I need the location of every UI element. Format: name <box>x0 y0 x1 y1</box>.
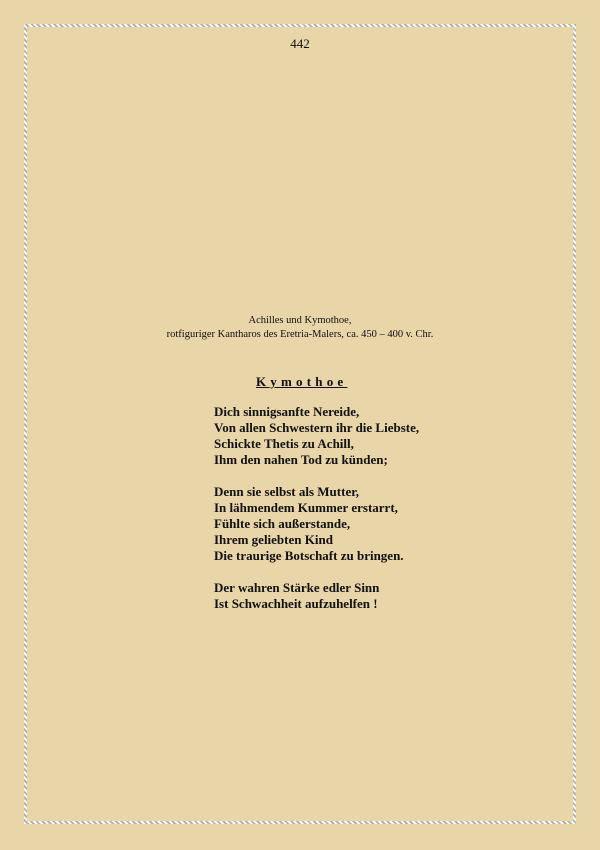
stanza-3 <box>214 580 419 612</box>
poem-line: Der wahren Stärke edler Sinn <box>214 580 380 595</box>
poem-line: Fühlte sich außerstande, <box>214 516 351 531</box>
stanza-1 <box>214 404 419 468</box>
caption-line-2: rotfiguriger Kantharos des Eretria-Malers, ca. 450 – 400 v. Chr. <box>166 329 434 340</box>
poem-line: Ihm den nahen Tod zu künden; <box>214 452 388 467</box>
poem-line: Die traurige Botschaft zu bringen. <box>214 548 404 563</box>
poem-title: Kymothoe <box>256 374 348 389</box>
poem-line: Von allen Schwestern ihr die Liebste, <box>214 420 420 435</box>
poem-line: Denn sie selbst als Mutter, <box>214 484 360 499</box>
poem-line: Schickte Thetis zu Achill, <box>214 436 354 451</box>
page-number: 442 <box>290 36 310 51</box>
poem-line: In lähmendem Kummer erstarrt, <box>214 500 398 515</box>
poem-body <box>214 404 419 612</box>
stanza-2 <box>214 484 419 564</box>
poem-line: Ist Schwachheit aufzuhelfen ! <box>214 596 378 611</box>
image-caption <box>0 314 600 342</box>
caption-line-1: Achilles und Kymothoe, <box>248 315 352 326</box>
poem-line: Ihrem geliebten Kind <box>214 532 333 547</box>
poem-line: Dich sinnigsanfte Nereide, <box>214 404 360 419</box>
